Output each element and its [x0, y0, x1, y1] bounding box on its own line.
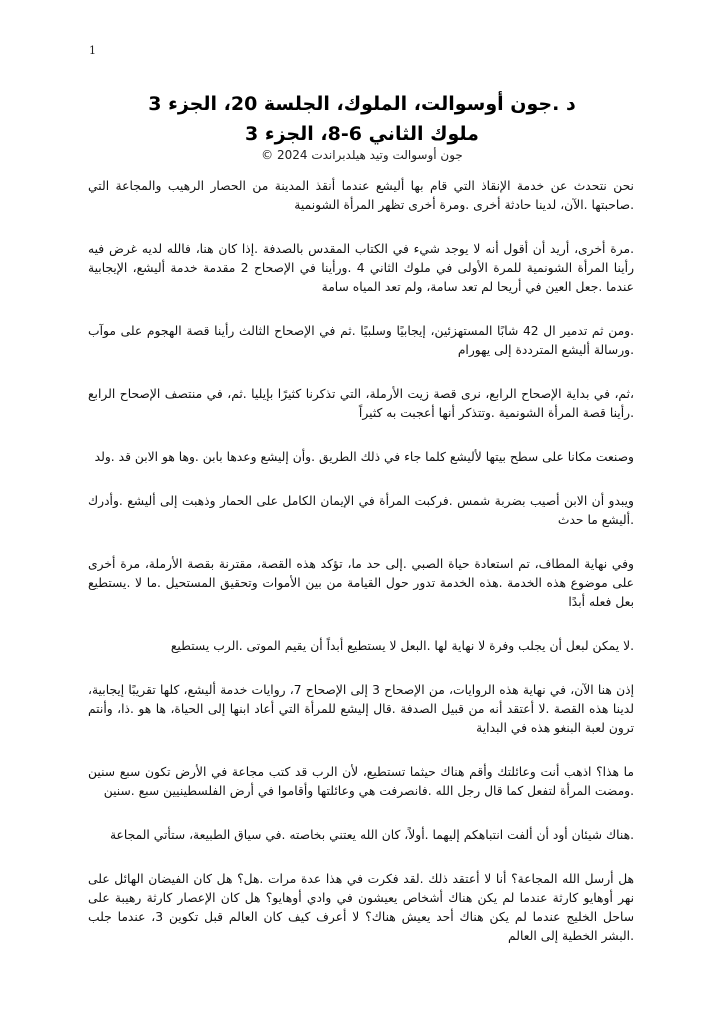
document-body: [88, 177, 634, 971]
paragraph: .ومن ثم تدمير ال 42 شابًا المستهزئين، إيجابيًا وسلبيًا .ثم في الإصحاح الثالث رأينا قصة الهجوم على موآب .ورسالة أليشع المترددة إلى يهورام: [88, 324, 634, 357]
document-subtitle: ملوك الثاني 6-8، الجزء 3: [245, 123, 479, 145]
paragraph: ما هذا؟ اذهب أنت وعائلتك وأقم هناك حيثما تستطيع، لأن الرب قد كتب مجاعة في الأرض تكون سبع سنين .ومضت المرأة لتفعل كما قال رجل الله .فانصرفت هي وعائلتها وأقاموا في أرض الفلسطينيين سبع .سنين: [88, 765, 634, 798]
paragraph: وصنعت مكانا على سطح بيتها لأليشع كلما جاء في ذلك الطريق .وأن إليشع وعدها بابن .وها هو الابن قد .ولد: [94, 450, 634, 464]
paragraph: .مرة أخرى، أريد أن أقول أنه لا يوجد شيء في الكتاب المقدس بالصدفة .إذا كان هنا، فالله لديه غرض فيه رأينا المرأة الشونمية للمرة الأولى في ملوك الثاني 4 .ورأينا في الإصحاح 2 مقدمة خدمة أليشع، الإيجابية عندما .جعل العين في أريحا لم تعد سامة، ولم تعد المياه سامة: [88, 242, 635, 294]
paragraph: .لا يمكن لبعل أن يجلب وفرة لا نهاية لها .البعل لا يستطيع أبداً أن يقيم الموتى .الرب يستطيع: [170, 639, 634, 653]
paragraph: .هناك شيئان أود أن ألفت انتباهكم إليهما .أولاً، كان الله يعتني بخاصته .في سياق الطبيعة، ستأتي المجاعة: [109, 828, 634, 842]
paragraph: هل أرسل الله المجاعة؟ أنا لا أعتقد ذلك .لقد فكرت في هذا عدة مرات .هل؟ هل كان الفيضان الهائل على نهر أوهايو كارثة عندما لم يكن هناك أشخاص يعيشون في وادي أوهايو؟ هل كان الإعصار كارثة رهيبة على ساحل الخليج عندما لم يكن هناك أحد يعيش هناك؟ لا أعرف كيف كان العالم قبل تكوين 3، عندما جلب .البشر الخطية إلى العالم: [88, 872, 635, 943]
paragraph: ويبدو أن الابن أصيب بضربة شمس .فركبت المرأة في الإيمان الكامل على الحمار وذهبت إلى أليشع .وأدرك .أليشع ما حدث: [88, 494, 634, 527]
paragraph: نحن نتحدث عن خدمة الإنقاذ التي قام بها أليشع عندما أنقذ المدينة من الحصار الرهيب والمجاعة التي .صاحبتها .الآن، لدينا حادثة أخرى .ومرة أخرى تظهر المرأة الشونمية: [88, 179, 634, 212]
page-number: 1: [89, 44, 96, 57]
document-title: د .جون أوسوالت، الملوك، الجلسة 20، الجزء 3: [148, 93, 576, 115]
paragraph: وفي نهاية المطاف، تم استعادة حياة الصبي .إلى حد ما، تؤكد هذه القصة، مقترنة بقصة الأرملة، مرة أخرى على موضوع هذه الخدمة .هذه الخدمة تدور حول القيامة من بين الأموات وتحقيق المستحيل .ما لا .يستطيع بعل فعله أبدًا: [88, 557, 634, 609]
paragraph: إذن هنا الآن، في نهاية هذه الروايات، من الإصحاح 3 إلى الإصحاح 7، روايات خدمة أليشع، كلها تقريبًا إيجابية، لدينا هذه القصة .لا أعتقد أنه من قبيل الصدفة .قال إليشع للمرأة التي أعاد ابنها إلى الحياة، ها هو .ذا، وأنتم ترون لعبة البنغو هذه في البداية: [88, 683, 634, 735]
copyright-line: جون أوسوالت وتيد هيلدبراندت 2024 ©: [261, 148, 463, 162]
paragraph: ،ثم، في بداية الإصحاح الرابع، نرى قصة زيت الأرملة، التي تذكرنا كثيرًا بإيليا .ثم، في منتصف الإصحاح الرابع .رأينا قصة المرأة الشونمية .وتتذكر أنها أعجبت به كثيراً: [88, 387, 634, 420]
